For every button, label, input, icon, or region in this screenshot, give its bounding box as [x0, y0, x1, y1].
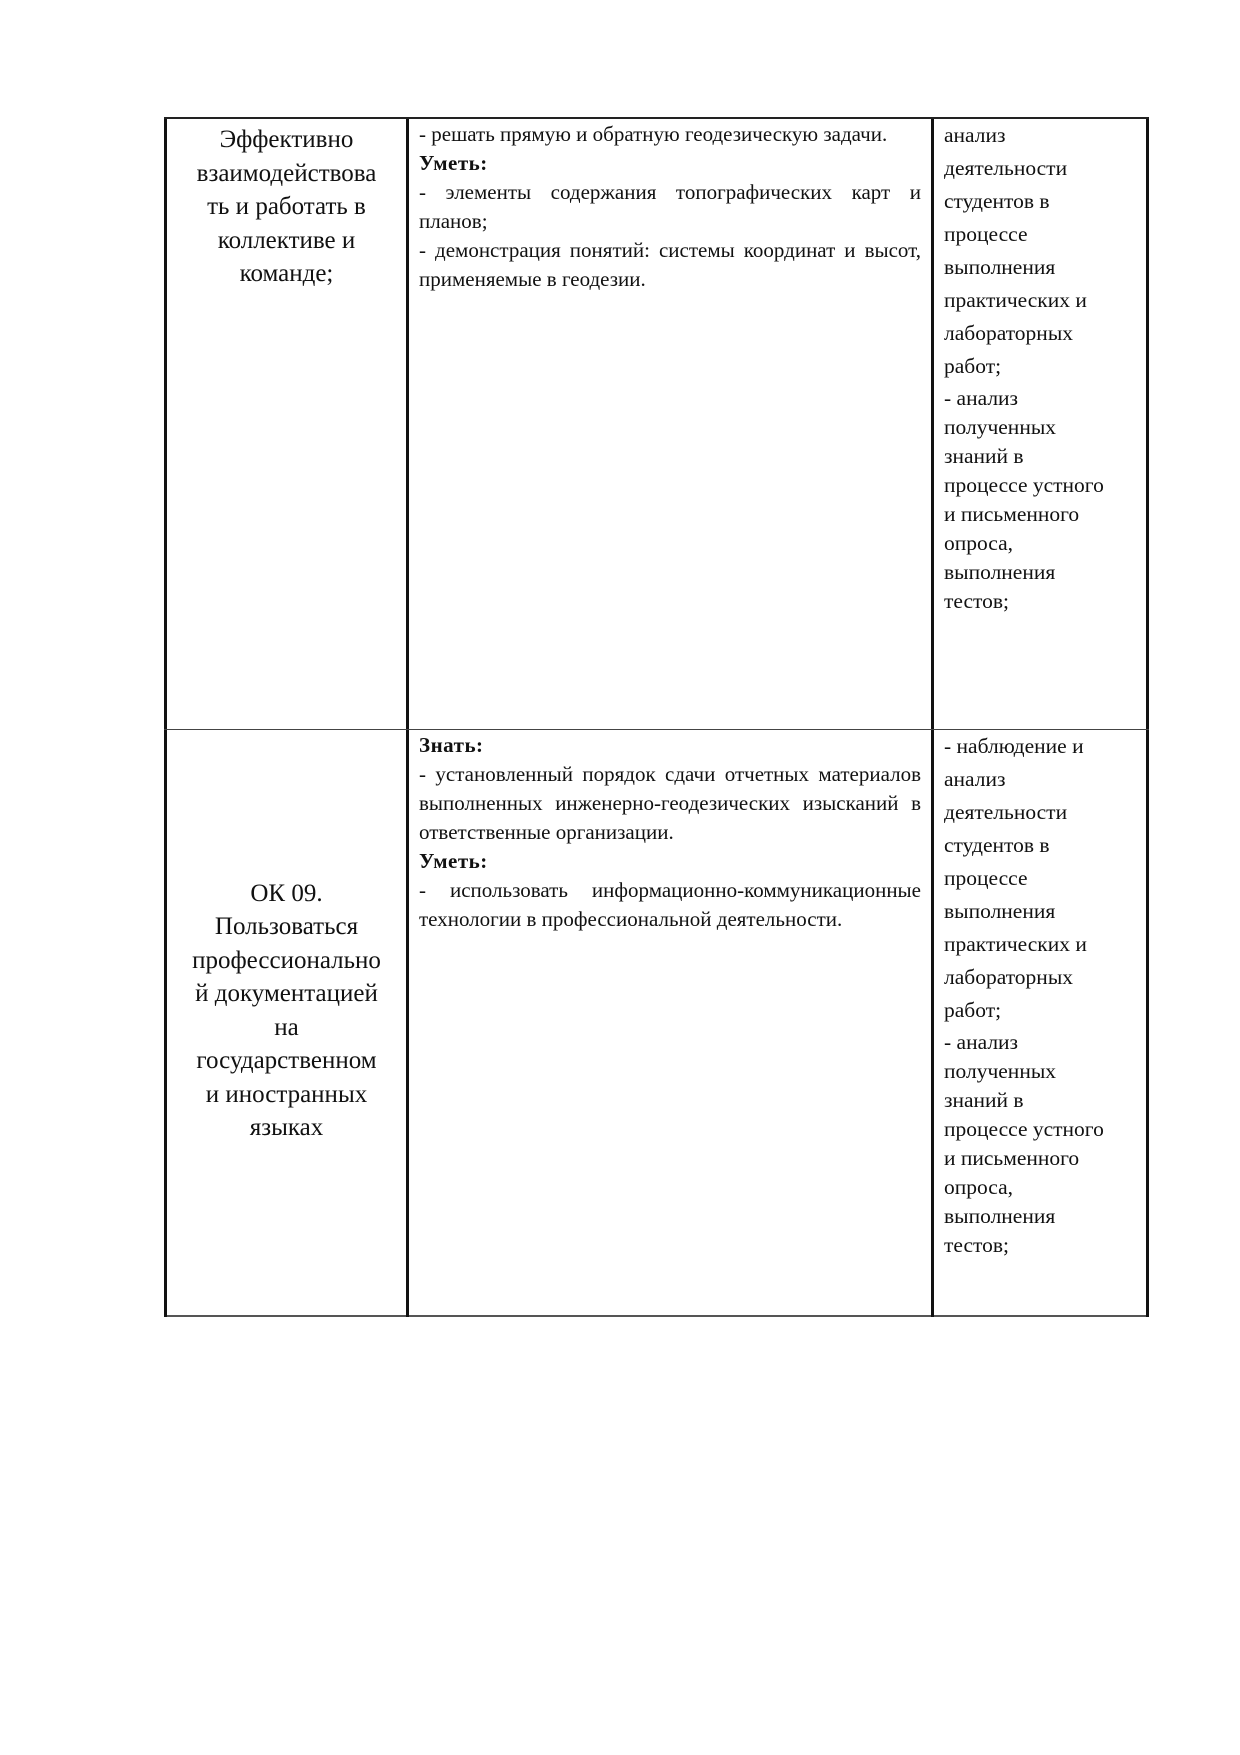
competency-line: языках: [249, 1114, 324, 1141]
result-item: - решать прямую и обратную геодезическую задачи.: [419, 122, 888, 146]
competency-line: на: [274, 1013, 299, 1041]
assessment-cell: [934, 119, 1149, 729]
learning-results-cell: [409, 119, 934, 729]
competency-line: Эффективно: [219, 126, 354, 153]
assessment-block: [944, 1028, 1138, 1260]
assessment-line: деятельности: [944, 800, 1068, 824]
result-item: - элементы содержания топографических карт и планов;: [419, 180, 921, 233]
table-row: [164, 119, 1149, 730]
competency-line: профессионально: [192, 946, 381, 974]
competency-line: взаимодействова: [196, 159, 377, 187]
assessment-line: процессе: [944, 866, 1028, 890]
assessment-line: работ;: [944, 354, 1002, 378]
assessment-line: работ;: [944, 998, 1002, 1022]
assessment-line: деятельности: [944, 156, 1068, 180]
assessment-line: анализ: [944, 767, 1006, 791]
assessment-line: - наблюдение и: [944, 734, 1084, 758]
assessment-line: знаний в: [944, 444, 1024, 468]
learning-results-cell: [409, 730, 934, 1317]
result-item: - использовать информационно-коммуникационные технологии в профессиональной деятельности.: [419, 878, 921, 931]
assessment-line: знаний в: [944, 1088, 1024, 1112]
assessment-line: практических и: [944, 288, 1087, 312]
assessment-cell: [934, 730, 1149, 1317]
assessment-line: студентов в: [944, 833, 1050, 857]
competency-line: команде;: [239, 260, 334, 287]
assessment-line: лабораторных: [944, 965, 1074, 989]
assessment-block: [944, 384, 1138, 616]
assessment-line: выполнения: [944, 1204, 1056, 1228]
assessment-line: полученных: [944, 1059, 1057, 1083]
competency-table: [164, 117, 1149, 1317]
competency-cell: [164, 730, 409, 1317]
assessment-line: и письменного: [944, 502, 1080, 526]
competency-line: коллективе и: [217, 226, 356, 254]
section-heading-umet: Уметь:: [419, 849, 488, 873]
competency-line: ть и работать в: [207, 193, 366, 220]
result-item: - демонстрация понятий: системы координат и высот, применяемые в геодезии.: [419, 238, 921, 291]
assessment-line: выполнения: [944, 560, 1056, 584]
competency-cell: [164, 119, 409, 729]
assessment-line: процессе устного: [944, 473, 1104, 497]
assessment-line: - анализ: [944, 1030, 1019, 1054]
assessment-line: выполнения: [944, 255, 1056, 279]
competency-line: Пользоваться: [214, 913, 359, 940]
assessment-block: [944, 730, 1138, 1027]
assessment-line: полученных: [944, 415, 1057, 439]
competency-line: ОК 09.: [250, 879, 323, 907]
assessment-line: опроса,: [944, 531, 1014, 555]
section-heading-umet: Уметь:: [419, 151, 488, 175]
assessment-line: лабораторных: [944, 321, 1074, 345]
assessment-line: и письменного: [944, 1146, 1080, 1170]
competency-text: [177, 877, 396, 1145]
assessment-line: - анализ: [944, 386, 1019, 410]
assessment-line: студентов в: [944, 189, 1050, 213]
section-heading-znat: Знать:: [419, 733, 484, 757]
table-row: [164, 730, 1149, 1317]
assessment-block: [944, 119, 1138, 383]
assessment-line: выполнения: [944, 899, 1056, 923]
assessment-line: опроса,: [944, 1175, 1014, 1199]
assessment-line: практических и: [944, 932, 1087, 956]
assessment-line: анализ: [944, 123, 1006, 147]
competency-line: и иностранных: [205, 1080, 368, 1108]
assessment-line: тестов;: [944, 1233, 1010, 1257]
assessment-line: тестов;: [944, 589, 1010, 613]
result-item: - установленный порядок сдачи отчетных материалов выполненных инженерно-геодезических изысканий в ответственные организации.: [419, 762, 921, 844]
competency-line: й документацией: [195, 980, 378, 1007]
assessment-line: процессе: [944, 222, 1028, 246]
competency-line: государственном: [196, 1047, 377, 1074]
assessment-line: процессе устного: [944, 1117, 1104, 1141]
